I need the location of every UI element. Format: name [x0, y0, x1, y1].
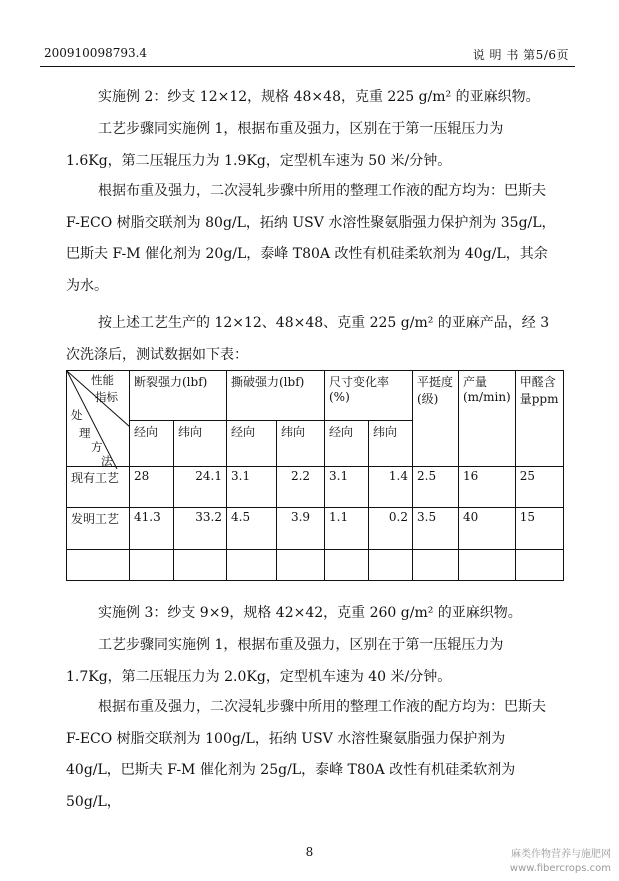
table-cell: 2.2 — [277, 467, 325, 508]
table-cell: 3.1 — [325, 467, 369, 508]
table-cell: 0.2 — [369, 508, 413, 550]
page-header-right: 说 明 书 第5/6页 — [472, 48, 569, 62]
subheader-warp: 经向 — [325, 421, 369, 467]
table-row — [67, 467, 564, 508]
header-dim-change: 尺寸变化率(%) — [325, 371, 413, 421]
page-header-left: 200910098793.4 — [44, 46, 148, 60]
header-formaldehyde: 甲醛含量ppm — [515, 371, 563, 467]
table-corner-cell — [67, 371, 130, 467]
table-cell: 1.1 — [325, 508, 369, 550]
paragraph-formula-3: 根据布重及强力，二次浸轧步骤中所用的整理工作液的配方均为：巴斯夫 F-ECO 树脂交联剂为 100g/L，拓纳 USV 水溶性聚氨脂强力保护剂为 40g/L，巴斯夫 F-M 催化剂为 25g/L，泰峰 T80A 改性有机硅柔软剂为 50g/L， — [66, 699, 546, 810]
paragraph-formula-2: 根据布重及强力，二次浸轧步骤中所用的整理工作液的配方均为：巴斯夫 F-ECO 树脂交联剂为 80g/L，拓纳 USV 水溶性聚氨脂强力保护剂为 35g/L，巴斯夫 F-M 催化剂为 20g/L，泰峰 T80A 改性有机硅柔软剂为 40g/L，其余为水。 — [66, 183, 556, 294]
table-row — [67, 508, 564, 550]
corner-label-2: 指标 — [95, 390, 118, 404]
table-cell: 16 — [459, 467, 516, 508]
subheader-weft: 纬向 — [174, 421, 227, 467]
subheader-weft: 纬向 — [277, 421, 325, 467]
header-rule — [40, 66, 575, 67]
test-data-table — [66, 370, 564, 581]
header-break-strength: 断裂强力(lbf) — [130, 371, 227, 421]
paragraph-test-intro: 按上述工艺生产的 12×12、48×48、克重 225 g/m² 的亚麻产品，经 3 次洗涤后，测试数据如下表： — [66, 315, 550, 363]
paragraph-process-2: 工艺步骤同实施例 1，根据布重及强力，区别在于第一压辊压力为 1.6Kg，第二压辊压力为 1.9Kg，定型机车速为 50 米/分钟。 — [66, 121, 504, 169]
watermark-title: 麻类作物营养与施肥网 — [511, 849, 611, 860]
paragraph-example-3: 实施例 3：纱支 9×9，规格 42×42，克重 260 g/m² 的亚麻织物。 — [98, 605, 522, 621]
corner-label-1: 性能 — [91, 373, 114, 387]
paragraph-example-2: 实施例 2：纱支 12×12，规格 48×48，克重 225 g/m² 的亚麻织物。 — [98, 89, 540, 105]
corner-label-4: 理 — [79, 426, 91, 440]
table-cell: 40 — [459, 508, 516, 550]
watermark — [510, 848, 611, 876]
table-cell: 4.5 — [227, 508, 277, 550]
table-row-empty — [67, 550, 564, 581]
table-cell: 15 — [515, 508, 563, 550]
table-cell: 2.5 — [413, 467, 459, 508]
paragraph-process-3: 工艺步骤同实施例 1，根据布重及强力，区别在于第一压辊压力为 1.7Kg，第二压辊压力为 2.0Kg，定型机车速为 40 米/分钟。 — [66, 637, 504, 685]
corner-label-5: 方 — [91, 440, 103, 454]
table-cell: 3.9 — [277, 508, 325, 550]
table-cell: 28 — [130, 467, 174, 508]
subheader-weft: 纬向 — [369, 421, 413, 467]
table-cell: 1.4 — [369, 467, 413, 508]
corner-label-6: 法 — [101, 454, 113, 468]
header-flatness: 平挺度(级) — [413, 371, 459, 467]
table-cell: 24.1 — [174, 467, 227, 508]
watermark-url: www.fibercrops.com — [509, 863, 611, 874]
table-cell: 3.1 — [227, 467, 277, 508]
table-cell: 25 — [515, 467, 563, 508]
header-output: 产量(m/min) — [459, 371, 516, 467]
table-cell: 41.3 — [130, 508, 174, 550]
table-cell: 33.2 — [174, 508, 227, 550]
header-tear-strength: 撕破强力(lbf) — [227, 371, 325, 421]
row-label: 现有工艺 — [67, 467, 130, 508]
page-number: 8 — [305, 845, 314, 859]
row-label: 发明工艺 — [67, 508, 130, 550]
subheader-warp: 经向 — [227, 421, 277, 467]
corner-label-3: 处 — [71, 408, 83, 422]
table-cell: 3.5 — [413, 508, 459, 550]
subheader-warp: 经向 — [130, 421, 174, 467]
